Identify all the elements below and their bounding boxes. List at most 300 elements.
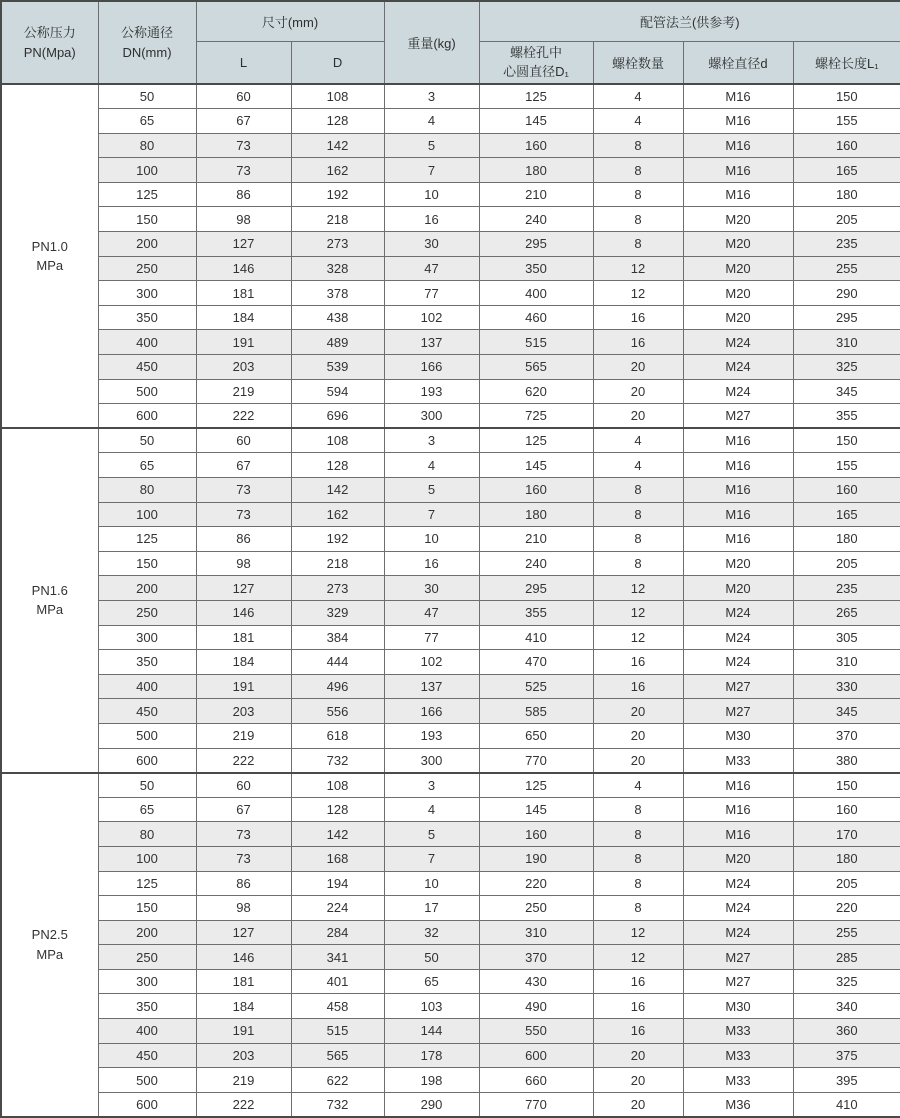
table-row [1, 330, 900, 355]
cell-d: 108 [291, 84, 384, 109]
table-row [1, 896, 900, 921]
cell-l: 73 [196, 846, 291, 871]
cell-bolt_len: 150 [793, 773, 900, 798]
cell-d1: 600 [479, 1043, 593, 1068]
cell-dn: 50 [98, 84, 196, 109]
cell-bolt_count: 16 [593, 994, 683, 1019]
table-row [1, 305, 900, 330]
cell-bolt_count: 8 [593, 502, 683, 527]
cell-bolt_dia: M16 [683, 453, 793, 478]
cell-weight: 290 [384, 1092, 479, 1117]
header-row-1 [1, 1, 900, 41]
header-bolt-dia: 螺栓直径d [683, 41, 793, 84]
cell-dn: 125 [98, 182, 196, 207]
header-col-d1 [479, 41, 593, 84]
cell-dn: 100 [98, 846, 196, 871]
cell-bolt_dia: M16 [683, 822, 793, 847]
cell-bolt_len: 375 [793, 1043, 900, 1068]
cell-d1: 770 [479, 748, 593, 773]
cell-bolt_len: 205 [793, 871, 900, 896]
cell-bolt_len: 340 [793, 994, 900, 1019]
cell-bolt_dia: M16 [683, 109, 793, 134]
cell-d1: 550 [479, 1019, 593, 1044]
cell-d: 732 [291, 748, 384, 773]
cell-weight: 50 [384, 945, 479, 970]
cell-d: 401 [291, 969, 384, 994]
cell-dn: 400 [98, 330, 196, 355]
cell-bolt_len: 355 [793, 404, 900, 429]
table-row [1, 797, 900, 822]
table-row [1, 748, 900, 773]
header-col-d: D [291, 41, 384, 84]
cell-d: 696 [291, 404, 384, 429]
cell-bolt_len: 220 [793, 896, 900, 921]
cell-d: 384 [291, 625, 384, 650]
cell-weight: 102 [384, 305, 479, 330]
cell-weight: 17 [384, 896, 479, 921]
cell-dn: 200 [98, 920, 196, 945]
cell-bolt_len: 325 [793, 969, 900, 994]
cell-dn: 80 [98, 133, 196, 158]
cell-bolt_count: 8 [593, 797, 683, 822]
cell-l: 67 [196, 453, 291, 478]
cell-bolt_dia: M20 [683, 576, 793, 601]
cell-bolt_len: 370 [793, 723, 900, 748]
cell-l: 86 [196, 182, 291, 207]
table-row [1, 600, 900, 625]
cell-l: 127 [196, 576, 291, 601]
cell-bolt_len: 205 [793, 551, 900, 576]
cell-weight: 77 [384, 281, 479, 306]
cell-bolt_count: 8 [593, 133, 683, 158]
cell-bolt_count: 4 [593, 428, 683, 453]
cell-bolt_count: 8 [593, 182, 683, 207]
cell-l: 86 [196, 871, 291, 896]
cell-d1: 210 [479, 182, 593, 207]
cell-bolt_dia: M24 [683, 330, 793, 355]
cell-d: 194 [291, 871, 384, 896]
cell-weight: 5 [384, 478, 479, 503]
cell-d1: 180 [479, 502, 593, 527]
cell-d1: 490 [479, 994, 593, 1019]
pressure-label-line1: PN2.5 [31, 927, 68, 943]
cell-d: 218 [291, 551, 384, 576]
cell-l: 203 [196, 699, 291, 724]
cell-bolt_len: 305 [793, 625, 900, 650]
cell-d1: 470 [479, 650, 593, 675]
cell-bolt_count: 12 [593, 625, 683, 650]
header-size-group: 尺寸(mm) [196, 1, 384, 41]
cell-bolt_len: 170 [793, 822, 900, 847]
cell-bolt_len: 180 [793, 846, 900, 871]
cell-weight: 103 [384, 994, 479, 1019]
table-row [1, 355, 900, 380]
cell-dn: 500 [98, 723, 196, 748]
cell-bolt_count: 20 [593, 379, 683, 404]
cell-dn: 200 [98, 576, 196, 601]
cell-d: 218 [291, 207, 384, 232]
cell-bolt_dia: M16 [683, 84, 793, 109]
cell-bolt_count: 4 [593, 109, 683, 134]
cell-bolt_count: 8 [593, 896, 683, 921]
cell-bolt_dia: M33 [683, 1019, 793, 1044]
cell-bolt_len: 180 [793, 527, 900, 552]
cell-bolt_dia: M20 [683, 551, 793, 576]
cell-bolt_dia: M24 [683, 920, 793, 945]
cell-l: 184 [196, 994, 291, 1019]
table-row [1, 551, 900, 576]
table-row [1, 723, 900, 748]
cell-bolt_dia: M36 [683, 1092, 793, 1117]
cell-weight: 193 [384, 379, 479, 404]
cell-d1: 125 [479, 84, 593, 109]
cell-bolt_len: 165 [793, 502, 900, 527]
cell-bolt_len: 150 [793, 428, 900, 453]
cell-bolt_len: 160 [793, 797, 900, 822]
cell-d: 496 [291, 674, 384, 699]
header-bolt-count: 螺栓数量 [593, 41, 683, 84]
table-row [1, 1043, 900, 1068]
cell-d: 444 [291, 650, 384, 675]
cell-bolt_dia: M24 [683, 650, 793, 675]
cell-dn: 450 [98, 699, 196, 724]
cell-l: 181 [196, 969, 291, 994]
table-row [1, 920, 900, 945]
cell-d1: 145 [479, 453, 593, 478]
cell-l: 191 [196, 1019, 291, 1044]
cell-bolt_count: 20 [593, 723, 683, 748]
cell-bolt_dia: M27 [683, 699, 793, 724]
table-header [1, 1, 900, 84]
cell-d: 162 [291, 502, 384, 527]
table-row [1, 846, 900, 871]
cell-bolt_dia: M20 [683, 256, 793, 281]
cell-bolt_dia: M16 [683, 478, 793, 503]
cell-d: 732 [291, 1092, 384, 1117]
cell-d: 378 [291, 281, 384, 306]
cell-weight: 3 [384, 84, 479, 109]
cell-weight: 4 [384, 797, 479, 822]
cell-dn: 600 [98, 404, 196, 429]
cell-d1: 350 [479, 256, 593, 281]
cell-d1: 400 [479, 281, 593, 306]
cell-bolt_count: 20 [593, 1043, 683, 1068]
cell-d: 224 [291, 896, 384, 921]
cell-bolt_dia: M20 [683, 846, 793, 871]
cell-bolt_dia: M16 [683, 502, 793, 527]
cell-bolt_dia: M33 [683, 748, 793, 773]
cell-bolt_len: 235 [793, 576, 900, 601]
cell-weight: 137 [384, 330, 479, 355]
cell-weight: 5 [384, 133, 479, 158]
cell-bolt_len: 265 [793, 600, 900, 625]
table-row [1, 699, 900, 724]
cell-bolt_count: 8 [593, 527, 683, 552]
header-pressure-line1: 公称压力 [23, 25, 76, 40]
cell-bolt_dia: M16 [683, 527, 793, 552]
cell-d1: 160 [479, 478, 593, 503]
cell-l: 98 [196, 896, 291, 921]
header-weight: 重量(kg) [384, 1, 479, 84]
cell-dn: 65 [98, 109, 196, 134]
cell-bolt_dia: M27 [683, 969, 793, 994]
cell-bolt_len: 150 [793, 84, 900, 109]
cell-bolt_count: 8 [593, 478, 683, 503]
cell-d1: 585 [479, 699, 593, 724]
cell-dn: 65 [98, 797, 196, 822]
cell-weight: 300 [384, 404, 479, 429]
cell-bolt_count: 4 [593, 773, 683, 798]
cell-bolt_dia: M24 [683, 871, 793, 896]
table-row [1, 773, 900, 798]
cell-bolt_len: 165 [793, 158, 900, 183]
table-row [1, 109, 900, 134]
cell-d: 192 [291, 527, 384, 552]
cell-l: 60 [196, 84, 291, 109]
cell-l: 73 [196, 478, 291, 503]
cell-bolt_len: 155 [793, 453, 900, 478]
cell-d1: 190 [479, 846, 593, 871]
table-row [1, 994, 900, 1019]
table-row [1, 478, 900, 503]
table-row [1, 502, 900, 527]
header-col-d1-line1: 螺栓孔中 [510, 44, 563, 60]
cell-d1: 310 [479, 920, 593, 945]
header-pressure [1, 1, 98, 84]
cell-l: 184 [196, 650, 291, 675]
cell-d: 556 [291, 699, 384, 724]
table-row [1, 969, 900, 994]
table-row [1, 822, 900, 847]
cell-bolt_count: 12 [593, 945, 683, 970]
cell-d: 594 [291, 379, 384, 404]
cell-bolt_dia: M33 [683, 1043, 793, 1068]
cell-dn: 250 [98, 600, 196, 625]
cell-d: 273 [291, 576, 384, 601]
cell-d: 162 [291, 158, 384, 183]
cell-d: 438 [291, 305, 384, 330]
pressure-label-line2: MPa [36, 258, 64, 274]
cell-bolt_count: 8 [593, 551, 683, 576]
cell-dn: 150 [98, 551, 196, 576]
cell-dn: 500 [98, 379, 196, 404]
table-row [1, 182, 900, 207]
cell-bolt_len: 310 [793, 330, 900, 355]
cell-l: 86 [196, 527, 291, 552]
cell-l: 60 [196, 428, 291, 453]
cell-weight: 144 [384, 1019, 479, 1044]
cell-d: 192 [291, 182, 384, 207]
cell-l: 67 [196, 109, 291, 134]
cell-d1: 515 [479, 330, 593, 355]
cell-d: 515 [291, 1019, 384, 1044]
cell-bolt_count: 8 [593, 846, 683, 871]
cell-bolt_count: 12 [593, 281, 683, 306]
table-row [1, 674, 900, 699]
cell-d: 128 [291, 453, 384, 478]
cell-dn: 50 [98, 428, 196, 453]
cell-dn: 300 [98, 969, 196, 994]
cell-d: 108 [291, 773, 384, 798]
cell-weight: 32 [384, 920, 479, 945]
cell-d: 128 [291, 797, 384, 822]
cell-bolt_dia: M16 [683, 428, 793, 453]
cell-d1: 295 [479, 576, 593, 601]
cell-bolt_count: 12 [593, 600, 683, 625]
cell-bolt_count: 8 [593, 822, 683, 847]
cell-bolt_count: 20 [593, 404, 683, 429]
cell-l: 184 [196, 305, 291, 330]
cell-bolt_dia: M27 [683, 404, 793, 429]
cell-l: 222 [196, 1092, 291, 1117]
table-row [1, 232, 900, 257]
header-dn-line1: 公称通径 [120, 25, 173, 40]
cell-bolt_len: 410 [793, 1092, 900, 1117]
cell-bolt_len: 205 [793, 207, 900, 232]
cell-bolt_count: 20 [593, 1068, 683, 1093]
cell-l: 98 [196, 207, 291, 232]
cell-weight: 16 [384, 551, 479, 576]
cell-d: 328 [291, 256, 384, 281]
cell-bolt_len: 360 [793, 1019, 900, 1044]
table-row [1, 453, 900, 478]
table-row [1, 256, 900, 281]
cell-dn: 65 [98, 453, 196, 478]
pressure-label [1, 84, 98, 428]
cell-bolt_dia: M30 [683, 994, 793, 1019]
table-row [1, 133, 900, 158]
cell-bolt_len: 255 [793, 256, 900, 281]
cell-weight: 16 [384, 207, 479, 232]
cell-bolt_len: 255 [793, 920, 900, 945]
cell-d: 489 [291, 330, 384, 355]
cell-l: 219 [196, 723, 291, 748]
cell-weight: 166 [384, 699, 479, 724]
cell-bolt_count: 8 [593, 871, 683, 896]
cell-d1: 660 [479, 1068, 593, 1093]
cell-d: 539 [291, 355, 384, 380]
cell-bolt_len: 395 [793, 1068, 900, 1093]
cell-l: 222 [196, 748, 291, 773]
cell-d1: 725 [479, 404, 593, 429]
cell-weight: 7 [384, 846, 479, 871]
cell-bolt_dia: M30 [683, 723, 793, 748]
table-row [1, 428, 900, 453]
cell-bolt_count: 4 [593, 453, 683, 478]
table-row [1, 84, 900, 109]
cell-bolt_len: 160 [793, 133, 900, 158]
cell-l: 73 [196, 822, 291, 847]
cell-bolt_dia: M16 [683, 133, 793, 158]
cell-bolt_dia: M20 [683, 207, 793, 232]
table-row [1, 650, 900, 675]
cell-bolt_dia: M24 [683, 379, 793, 404]
cell-bolt_len: 345 [793, 699, 900, 724]
cell-dn: 350 [98, 650, 196, 675]
table-row [1, 281, 900, 306]
cell-d1: 355 [479, 600, 593, 625]
cell-d: 108 [291, 428, 384, 453]
cell-d1: 250 [479, 896, 593, 921]
cell-bolt_len: 295 [793, 305, 900, 330]
cell-bolt_count: 12 [593, 920, 683, 945]
table-row [1, 1019, 900, 1044]
cell-weight: 10 [384, 182, 479, 207]
cell-l: 73 [196, 502, 291, 527]
cell-l: 203 [196, 1043, 291, 1068]
cell-bolt_dia: M24 [683, 896, 793, 921]
cell-l: 146 [196, 600, 291, 625]
cell-weight: 7 [384, 502, 479, 527]
cell-bolt_count: 16 [593, 969, 683, 994]
cell-bolt_dia: M20 [683, 281, 793, 306]
cell-dn: 400 [98, 1019, 196, 1044]
cell-bolt_count: 16 [593, 650, 683, 675]
cell-l: 219 [196, 1068, 291, 1093]
cell-bolt_dia: M20 [683, 232, 793, 257]
table-row [1, 207, 900, 232]
cell-dn: 300 [98, 625, 196, 650]
cell-bolt_dia: M24 [683, 355, 793, 380]
cell-dn: 450 [98, 1043, 196, 1068]
cell-dn: 80 [98, 822, 196, 847]
pressure-label-line2: MPa [36, 602, 64, 618]
table-row [1, 1092, 900, 1117]
cell-d1: 160 [479, 133, 593, 158]
cell-l: 146 [196, 256, 291, 281]
cell-bolt_dia: M16 [683, 773, 793, 798]
cell-l: 191 [196, 674, 291, 699]
cell-dn: 300 [98, 281, 196, 306]
header-dn [98, 1, 196, 84]
cell-weight: 47 [384, 256, 479, 281]
cell-dn: 150 [98, 207, 196, 232]
pressure-label [1, 428, 98, 772]
cell-weight: 300 [384, 748, 479, 773]
cell-weight: 47 [384, 600, 479, 625]
cell-bolt_dia: M16 [683, 158, 793, 183]
cell-weight: 4 [384, 109, 479, 134]
table-row [1, 576, 900, 601]
header-col-l: L [196, 41, 291, 84]
table-row [1, 871, 900, 896]
cell-bolt_len: 285 [793, 945, 900, 970]
cell-l: 146 [196, 945, 291, 970]
cell-d1: 370 [479, 945, 593, 970]
header-flange-group: 配管法兰(供参考) [479, 1, 900, 41]
cell-l: 181 [196, 281, 291, 306]
cell-d: 618 [291, 723, 384, 748]
cell-d1: 295 [479, 232, 593, 257]
cell-d1: 240 [479, 207, 593, 232]
cell-weight: 3 [384, 428, 479, 453]
header-pressure-line2: PN(Mpa) [23, 44, 76, 60]
table-body [1, 84, 900, 1117]
cell-d1: 650 [479, 723, 593, 748]
cell-weight: 10 [384, 527, 479, 552]
cell-dn: 100 [98, 158, 196, 183]
cell-d1: 125 [479, 773, 593, 798]
cell-bolt_dia: M33 [683, 1068, 793, 1093]
cell-d1: 125 [479, 428, 593, 453]
cell-bolt_len: 155 [793, 109, 900, 134]
cell-dn: 250 [98, 945, 196, 970]
cell-dn: 100 [98, 502, 196, 527]
cell-bolt_count: 12 [593, 576, 683, 601]
cell-bolt_dia: M24 [683, 625, 793, 650]
cell-bolt_dia: M20 [683, 305, 793, 330]
cell-weight: 198 [384, 1068, 479, 1093]
